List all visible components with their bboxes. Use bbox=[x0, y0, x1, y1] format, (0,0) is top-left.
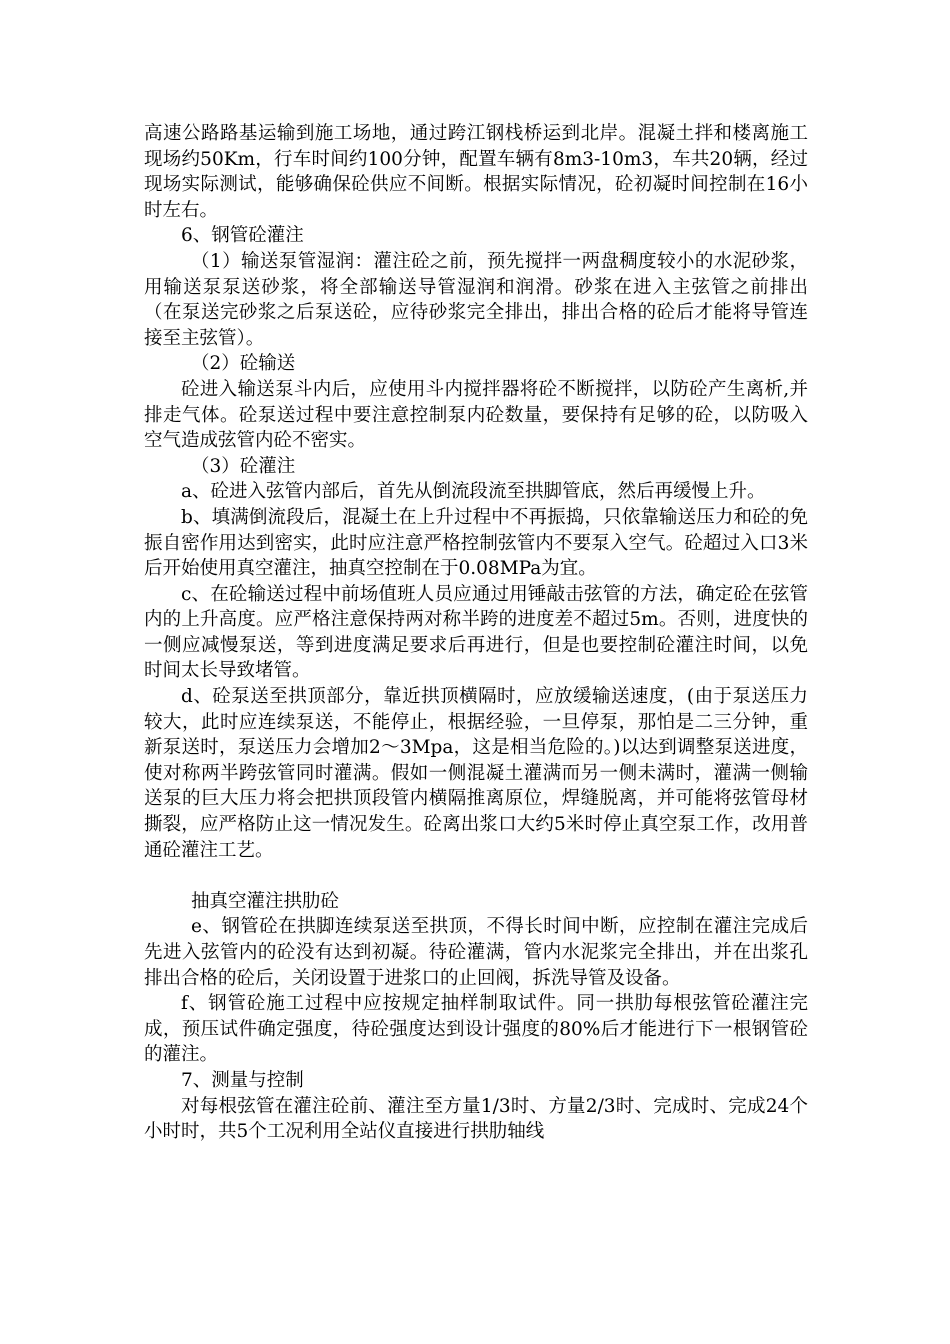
paragraph-item-e: e、钢管砼在拱脚连续泵送至拱顶，不得长时间中断，应控制在灌注完成后先进入弦管内的砼没有达到初凝。待砼灌满，管内水泥浆完全排出，并在出浆孔排出合格的砼后，关闭设置于进浆口的止回阀，拆洗导管及设备。 bbox=[144, 916, 808, 989]
subheading-concrete-delivery: （2）砼输送 bbox=[191, 353, 296, 375]
document-page bbox=[144, 121, 808, 1145]
paragraph-delivery: 砼进入输送泵斗内后，应使用斗内搅拌器将砼不断搅拌，以防砼产生离析,并排走气体。砼泵送过程中要注意控制泵内砼数量，要保持有足够的砼，以防吸入空气造成弦管内砼不密实。 bbox=[144, 378, 808, 452]
section-heading-6: 6、钢管砼灌注 bbox=[181, 225, 304, 247]
paragraph-measurement: 对每根弦管在灌注砼前、灌注至方量1/3时、方量2/3时、完成时、完成24个小时时，共5个工况利用全站仪直接进行拱肋轴线 bbox=[144, 1095, 808, 1143]
paragraph-transport: 高速公路路基运输到施工场地，通过跨江钢栈桥运到北岸。混凝土拌和楼离施工现场约50Km，行车时间约100分钟，配置车辆有8m3-10m3，车共20辆，经过现场实际测试，能够确保砼供应不间断。根据实际情况，砼初凝时间控制在16小时左右。 bbox=[144, 123, 808, 221]
paragraph-pump-wetting: （1）输送泵管湿润：灌注砼之前，预先搅拌一两盘稠度较小的水泥砂浆，用输送泵泵送砂浆，将全部输送导管湿润和润滑。砂浆在进入主弦管之前排出（在泵送完砂浆之后泵送砼，应待砂浆完全排出，排出合格的砼后才能将导管连接至主弦管）。 bbox=[144, 250, 808, 349]
subheading-vacuum-pouring: 抽真空灌注拱肋砼 bbox=[191, 890, 340, 912]
paragraph-item-c: c、在砼输送过程中前场值班人员应通过用锤敲击弦管的方法，确定砼在弦管内的上升高度。应严格注意保持两对称半跨的进度差不超过5m。否则，进度快的一侧应减慢泵送，等到进度满足要求后再进行，但是也要控制砼灌注时间，以免时间太长导致堵管。 bbox=[144, 583, 808, 682]
blank-line bbox=[144, 863, 808, 889]
subheading-concrete-pouring: （3）砼灌注 bbox=[191, 455, 296, 477]
section-heading-7: 7、测量与控制 bbox=[181, 1069, 304, 1091]
paragraph-item-a: a、砼进入弦管内部后，首先从倒流段流至拱脚管底，然后再缓慢上升。 bbox=[181, 481, 766, 503]
paragraph-item-d: d、砼泵送至拱顶部分，靠近拱顶横隔时，应放缓输送速度，(由于泵送压力较大，此时应连续泵送，不能停止，根据经验，一旦停泵，那怕是二三分钟，重新泵送时，泵送压力会增加2～3Mpa，这是相当危险的。)以达到调整泵送进度，使对称两半跨弦管同时灌满。假如一侧混凝土灌满而另一侧未满时，灌满一侧输送泵的巨大压力将会把拱顶段管内横隔推离原位，焊缝脱离，并可能将弦管母材撕裂，应严格防止这一情况发生。砼离出浆口大约5米时停止真空泵工作，改用普通砼灌注工艺。 bbox=[144, 686, 808, 861]
paragraph-item-f: f、钢管砼施工过程中应按规定抽样制取试件。同一拱肋每根弦管砼灌注完成，预压试件确定强度，待砼强度达到设计强度的80%后才能进行下一根钢管砼的灌注。 bbox=[144, 993, 808, 1066]
paragraph-item-b: b、填满倒流段后，混凝土在上升过程中不再振捣，只依靠输送压力和砼的免振自密作用达到密实，此时应注意严格控制弦管内不要泵入空气。砼超过入口3米后开始使用真空灌注，抽真空控制在于0.08MPa为宜。 bbox=[144, 506, 808, 580]
